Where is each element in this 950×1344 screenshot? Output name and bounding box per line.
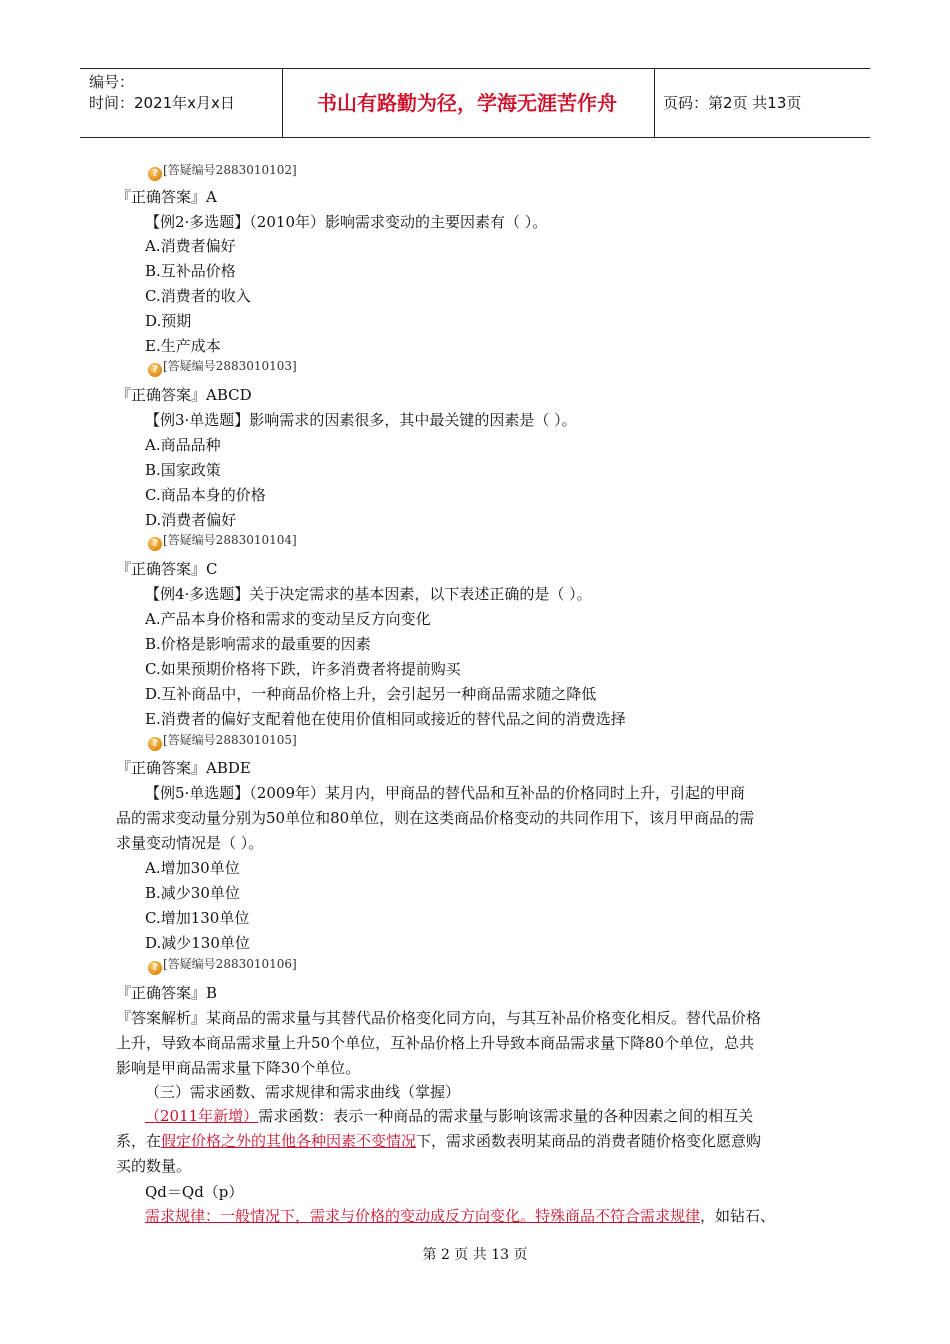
question-mark-icon: ? xyxy=(148,537,162,551)
text-line: 『答案解析』某商品的需求量与其替代品价格变化同方向，与其互补品价格变化相反。替代品价格 xyxy=(116,1009,762,1027)
assumption-highlight: 假定价格之外的其他各种因素不变情况 xyxy=(161,1132,417,1150)
new-tag: （2011年新增） xyxy=(145,1107,259,1125)
time-label: 时间：2021年x月x日 xyxy=(89,94,235,112)
text-line: B.互补品价格 xyxy=(145,262,236,280)
text-line: 『正确答案』C xyxy=(116,560,218,578)
text-line: 品的需求变动量分别为50单位和80单位，则在这类商品价格变动的共同作用下，该月甲商品的需 xyxy=(116,809,755,827)
demand-function-line3: 买的数量。 xyxy=(116,1157,192,1175)
text-line: A.商品品种 xyxy=(145,436,221,454)
question-mark-icon: ? xyxy=(148,167,162,181)
text-line: 『正确答案』ABCD xyxy=(116,386,252,404)
code-label: 编号： xyxy=(89,73,135,91)
text-line: C.增加130单位 xyxy=(145,909,250,927)
header-motto: 书山有路勤为径，学海无涯苦作舟 xyxy=(317,91,617,115)
demand-formula: Qd＝Qd（p） xyxy=(145,1183,244,1201)
text-line: B.减少30单位 xyxy=(145,884,240,902)
text-line: D.预期 xyxy=(145,312,192,330)
text-line: D.互补商品中，一种商品价格上升，会引起另一种商品需求随之降低 xyxy=(145,685,597,703)
text-line: （三）需求函数、需求规律和需求曲线（掌握） xyxy=(145,1083,461,1101)
text-line: D.消费者偏好 xyxy=(145,511,237,529)
header-table xyxy=(80,68,870,138)
question-id: ? [答疑编号2883010102] xyxy=(148,161,297,181)
question-id: ? [答疑编号2883010105] xyxy=(148,731,297,751)
text-line: B.国家政策 xyxy=(145,461,221,479)
text-line: A.产品本身价格和需求的变动呈反方向变化 xyxy=(145,610,431,628)
text-line: 『正确答案』ABDE xyxy=(116,759,251,777)
text-line: A.增加30单位 xyxy=(145,859,240,877)
question-id: ? [答疑编号2883010106] xyxy=(148,955,297,975)
text-line: C.商品本身的价格 xyxy=(145,486,266,504)
text-line: 【例5·单选题】（2009年）某月内，甲商品的替代品和互补品的价格同时上升，引起的甲商 xyxy=(145,784,745,802)
text-line: 【例4·多选题】关于决定需求的基本因素，以下表述正确的是（ ）。 xyxy=(145,585,592,603)
demand-law-line: 需求规律：一般情况下，需求与价格的变动成反方向变化。特殊商品不符合需求规律，如钻石、 xyxy=(145,1207,776,1225)
question-mark-icon: ? xyxy=(148,363,162,377)
text-line: E.消费者的偏好支配着他在使用价值相同或接近的替代品之间的消费选择 xyxy=(145,710,626,728)
text-line: 求量变动情况是（ ）。 xyxy=(116,834,264,852)
text-line: 【例2·多选题】（2010年）影响需求变动的主要因素有（ ）。 xyxy=(145,213,548,231)
question-id: ? [答疑编号2883010103] xyxy=(148,357,297,377)
header-divider xyxy=(654,69,655,137)
text-line: 影响是甲商品需求量下降30个单位。 xyxy=(116,1059,361,1077)
text-line: B.价格是影响需求的最重要的因素 xyxy=(145,635,371,653)
question-mark-icon: ? xyxy=(148,737,162,751)
demand-function-line1: （2011年新增）需求函数：表示一种商品的需求量与影响该需求量的各种因素之间的相互关 xyxy=(145,1107,754,1125)
text-line: 上升，导致本商品需求量上升50个单位，互补品价格上升导致本商品需求量下降80个单位，总共 xyxy=(116,1034,755,1052)
text-line: C.如果预期价格将下跌，许多消费者将提前购买 xyxy=(145,660,461,678)
text-line: A.消费者偏好 xyxy=(145,237,236,255)
header-meta xyxy=(89,72,235,114)
text-line: E.生产成本 xyxy=(145,337,221,355)
page-footer: 第 2 页 共 13 页 xyxy=(422,1247,528,1263)
question-id: ? [答疑编号2883010104] xyxy=(148,531,297,551)
demand-law-highlight: 需求规律：一般情况下，需求与价格的变动成反方向变化。特殊商品不符合需求规律 xyxy=(145,1207,701,1225)
header-page-label: 页码：第2页 共13页 xyxy=(663,94,802,112)
demand-function-line2: 系，在假定价格之外的其他各种因素不变情况下，需求函数表明某商品的消费者随价格变化愿意购 xyxy=(116,1132,762,1150)
text-line: C.消费者的收入 xyxy=(145,287,251,305)
text-line: 【例3·单选题】影响需求的因素很多，其中最关键的因素是（ ）。 xyxy=(145,411,577,429)
text-line: 『正确答案』A xyxy=(116,188,217,206)
text-line: 『正确答案』B xyxy=(116,984,218,1002)
question-mark-icon: ? xyxy=(148,961,162,975)
text-line: D.减少130单位 xyxy=(145,934,250,952)
